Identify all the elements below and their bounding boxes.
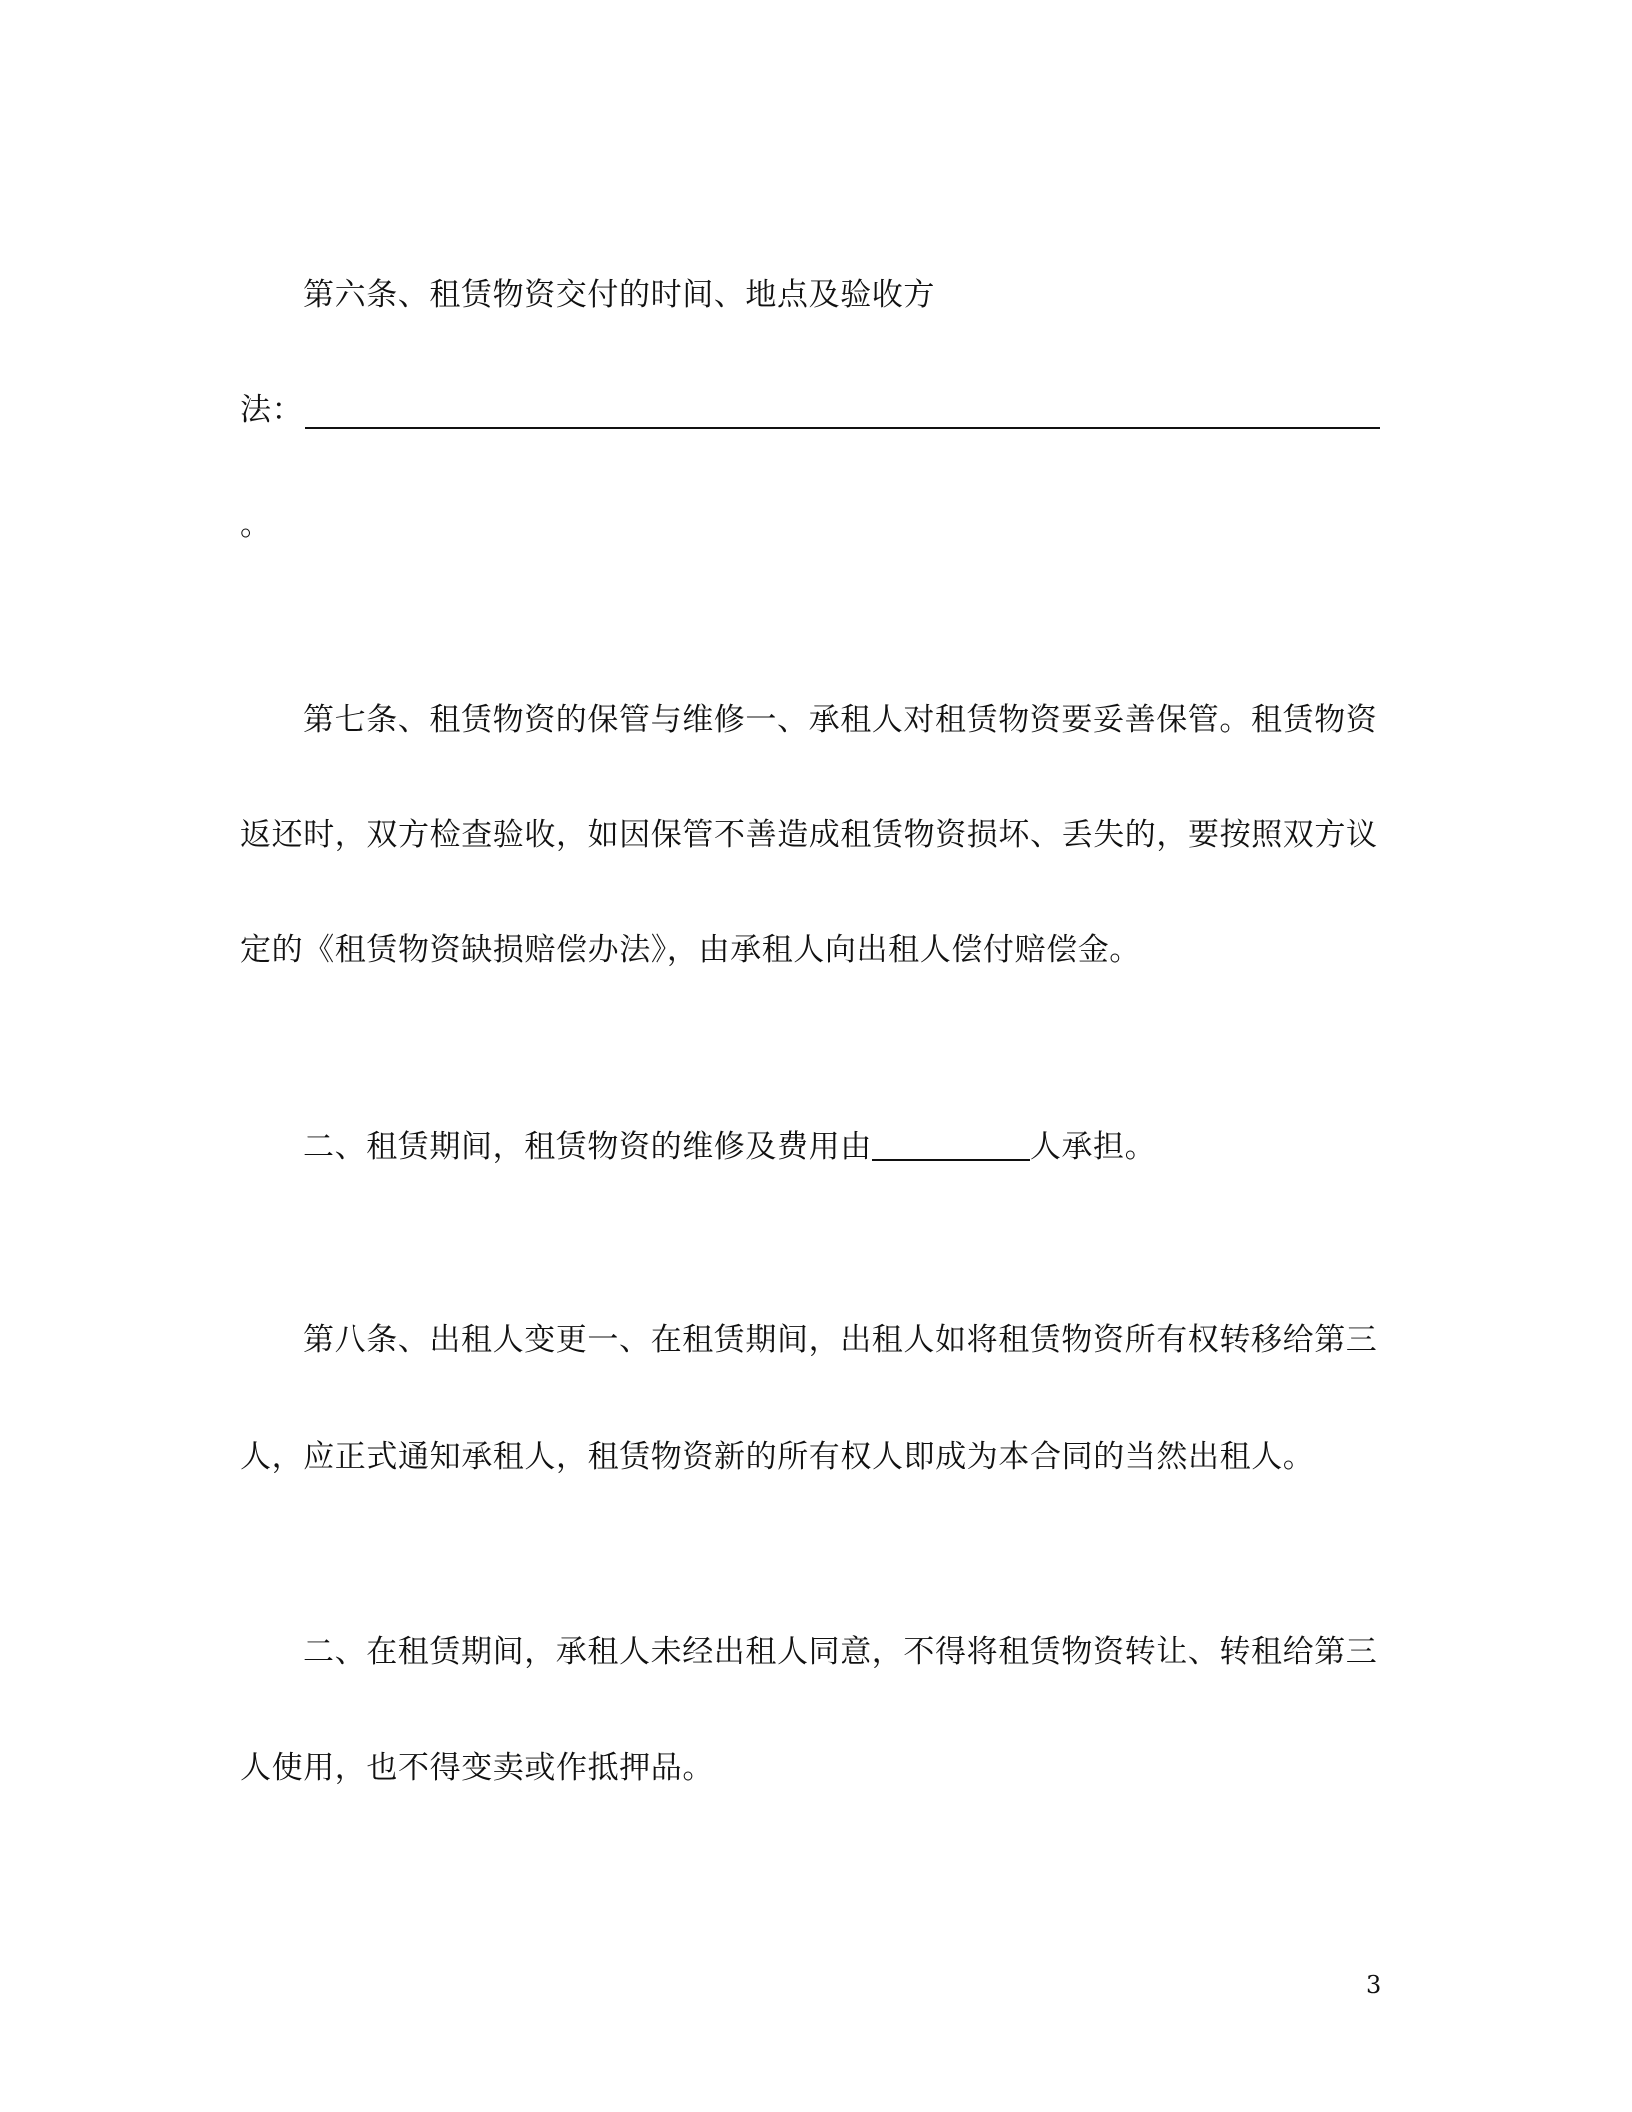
delivery-method-blank-line — [305, 427, 1380, 429]
article-7-item-2 — [303, 1125, 1380, 1165]
article-7-line-2: 返还时，双方检查验收，如因保管不善造成租赁物资损坏、丢失的，要按照双方议 — [240, 817, 1378, 853]
article-6-method-label: 法： — [240, 392, 304, 428]
article-6-heading: 第六条、租赁物资交付的时间、地点及验收方 — [303, 277, 935, 313]
article-8-item-2-line-2: 人使用，也不得变卖或作抵押品。 — [240, 1750, 714, 1786]
article-8-item-2-line-1: 二、在租赁期间，承租人未经出租人同意，不得将租赁物资转让、转租给第三 — [303, 1634, 1378, 1670]
article-7-item-2-before-blank: 二、租赁期间，租赁物资的维修及费用由 — [303, 1129, 872, 1165]
article-7-line-3: 定的《租赁物资缺损赔偿办法》，由承租人向出租人偿付赔偿金。 — [240, 932, 1141, 968]
article-6-period: 。 — [240, 507, 272, 543]
article-8-line-2: 人，应正式通知承租人，租赁物资新的所有权人即成为本合同的当然出租人。 — [240, 1439, 1315, 1475]
maintenance-responsible-party-blank — [872, 1125, 1030, 1161]
article-8-line-1: 第八条、出租人变更一、在租赁期间，出租人如将租赁物资所有权转移给第三 — [303, 1322, 1378, 1358]
article-7-item-2-after-blank: 人承担。 — [1029, 1129, 1157, 1165]
page-number: 3 — [1366, 1971, 1382, 1999]
article-7-line-1: 第七条、租赁物资的保管与维修一、承租人对租赁物资要妥善保管。租赁物资 — [303, 702, 1378, 738]
